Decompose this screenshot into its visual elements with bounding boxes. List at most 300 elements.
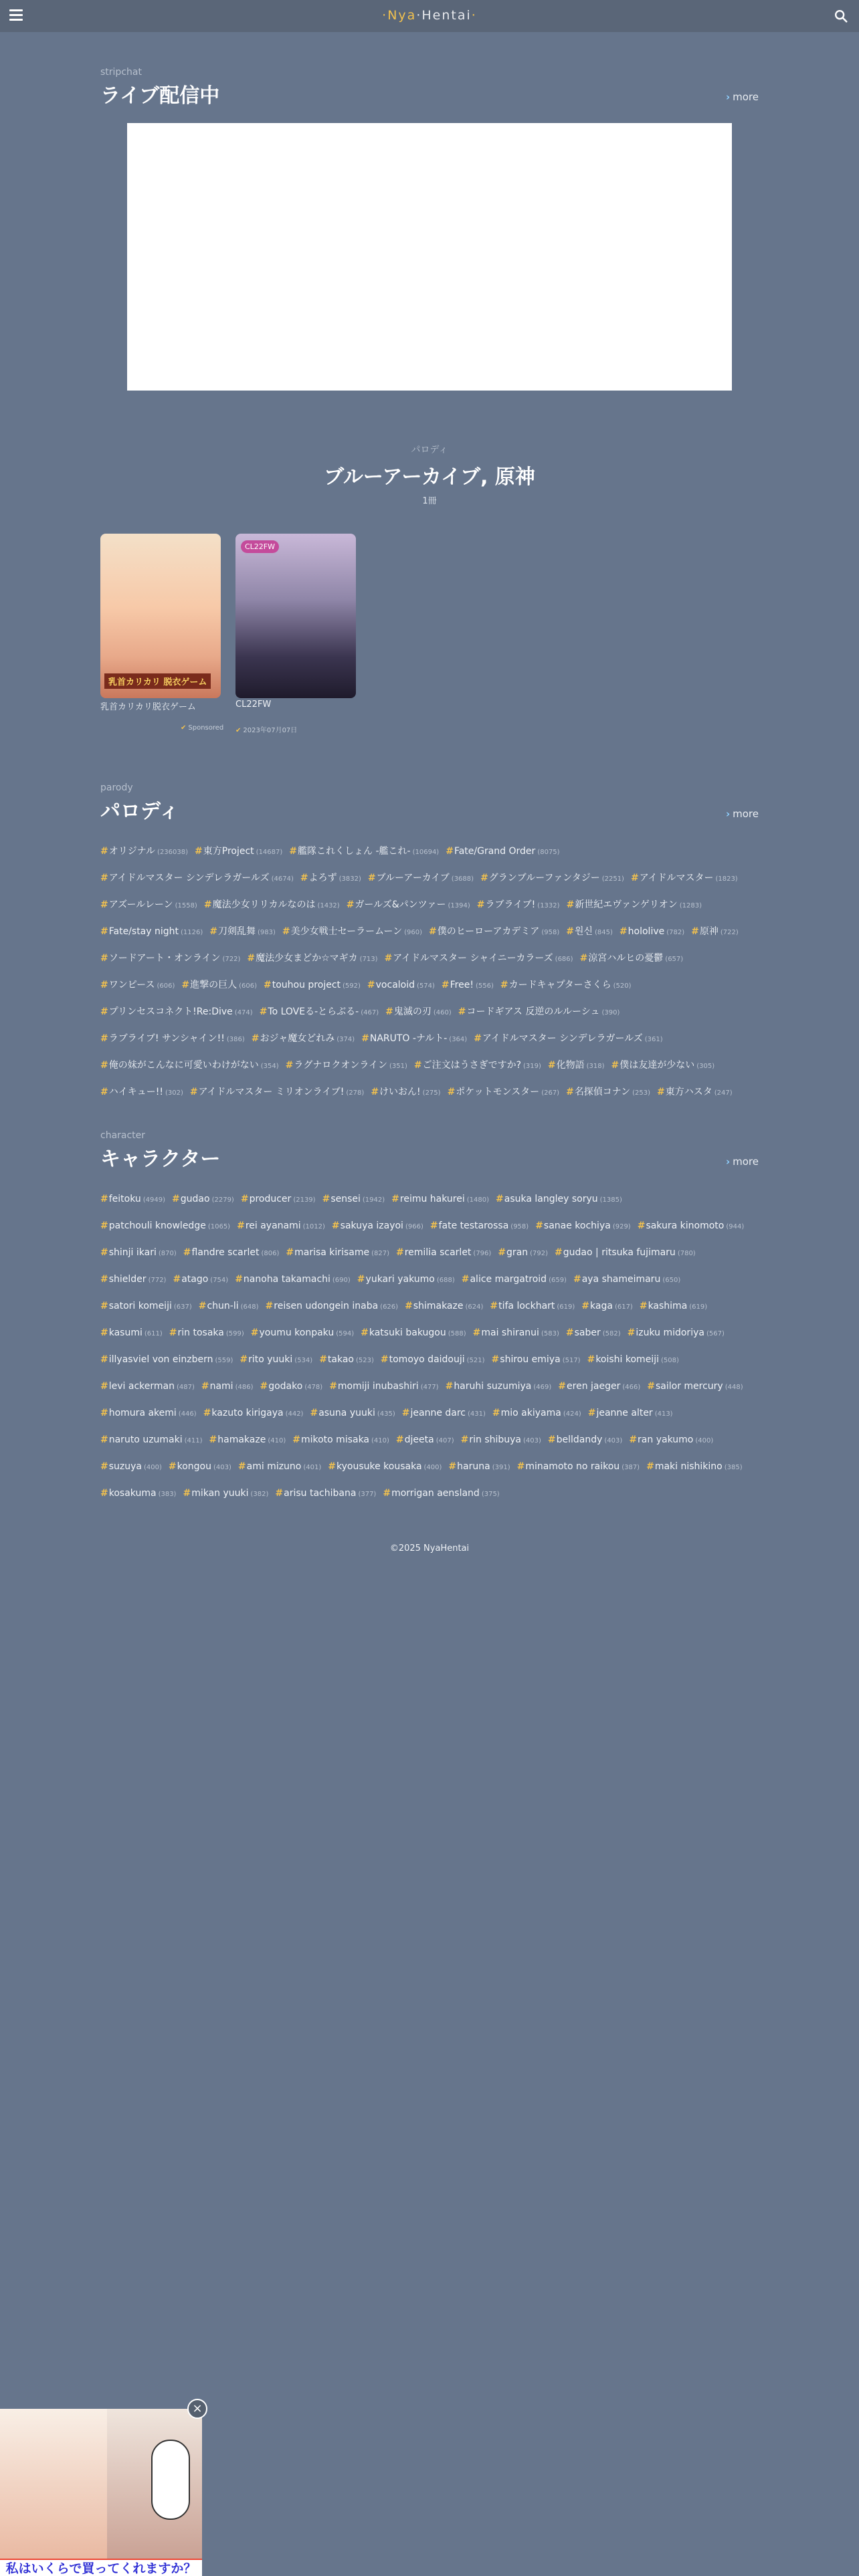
tag-link[interactable] — [100, 1454, 162, 1481]
hash-icon: # — [429, 926, 437, 937]
work-thumbnail[interactable] — [235, 534, 356, 698]
work-count: 1冊 — [422, 496, 437, 506]
tag-link[interactable] — [100, 1481, 176, 1507]
hash-icon: # — [189, 1087, 198, 1097]
hash-icon: # — [209, 1434, 217, 1445]
hash-icon: # — [587, 1408, 596, 1418]
logo-right: Hentai — [421, 8, 472, 23]
tag-count: (390) — [601, 1009, 620, 1016]
live-section — [100, 67, 759, 108]
hash-icon: # — [169, 1327, 177, 1338]
hash-icon: # — [555, 1247, 563, 1258]
tag-name: Free! — [450, 980, 474, 990]
hash-icon: # — [322, 1194, 330, 1204]
tag-link[interactable] — [100, 972, 175, 999]
hash-icon: # — [100, 1033, 108, 1044]
hash-icon: # — [183, 1488, 191, 1499]
tag-link[interactable] — [264, 972, 361, 999]
tag-link[interactable] — [100, 1293, 192, 1320]
tag-count: (8075) — [537, 849, 560, 856]
tag-name: 原神 — [699, 926, 719, 937]
hash-icon: # — [566, 899, 575, 910]
tag-link[interactable] — [646, 1454, 743, 1481]
tag-link[interactable] — [448, 1079, 560, 1106]
hash-icon: # — [401, 1408, 410, 1418]
tag-link[interactable] — [100, 1213, 230, 1240]
tag-link[interactable] — [492, 1347, 581, 1374]
hash-icon: # — [691, 926, 699, 937]
hash-icon: # — [547, 1060, 556, 1071]
tag-link[interactable] — [252, 1026, 355, 1053]
hash-icon: # — [405, 1301, 413, 1311]
tag-link[interactable] — [199, 1293, 259, 1320]
hash-icon: # — [100, 1220, 108, 1231]
tag-link[interactable] — [190, 1079, 364, 1106]
tag-link[interactable] — [203, 1400, 304, 1427]
tag-name: ワンピース — [108, 980, 155, 990]
tag-name: 魔法少女リリカルなのは — [212, 899, 316, 910]
tag-count: (567) — [706, 1330, 725, 1337]
tag-count: (319) — [523, 1063, 541, 1070]
parody-eyebrow: parody — [100, 782, 133, 793]
tag-link[interactable] — [657, 1079, 733, 1106]
tag-name: rin tosaka — [177, 1327, 224, 1338]
tag-count: (302) — [165, 1089, 183, 1097]
hash-icon: # — [367, 980, 375, 990]
search-icon[interactable] — [834, 9, 848, 23]
tag-link[interactable] — [611, 1053, 715, 1079]
tag-count: (10694) — [412, 849, 440, 856]
tag-link[interactable] — [396, 1427, 454, 1454]
tag-link[interactable] — [286, 1240, 389, 1267]
tag-link[interactable] — [289, 839, 439, 865]
tag-name: katsuki bakugou — [369, 1327, 446, 1338]
tag-link[interactable] — [462, 1267, 567, 1293]
tag-count: (1332) — [537, 902, 560, 909]
tag-link[interactable] — [329, 1374, 438, 1400]
tag-link[interactable] — [567, 892, 702, 919]
tag-count: (2251) — [601, 875, 624, 883]
hash-icon: # — [500, 980, 508, 990]
tag-link[interactable] — [500, 972, 632, 999]
hash-icon: # — [383, 1488, 391, 1499]
tag-name: sailor mercury — [655, 1381, 723, 1392]
tag-link[interactable] — [555, 1240, 696, 1267]
tag-link[interactable] — [385, 999, 452, 1026]
tag-name: ご注文はうさぎですか? — [422, 1060, 522, 1071]
tag-link[interactable] — [275, 1481, 376, 1507]
tag-link[interactable] — [381, 1347, 485, 1374]
tag-name: kashima — [648, 1301, 688, 1311]
tag-link[interactable] — [100, 1026, 245, 1053]
tag-link[interactable] — [448, 1454, 510, 1481]
tag-link[interactable] — [461, 1427, 541, 1454]
tag-link[interactable] — [498, 1240, 548, 1267]
tag-name: vocaloid — [375, 980, 415, 990]
hash-icon: # — [637, 1220, 646, 1231]
tag-name: koishi komeiji — [595, 1354, 659, 1365]
hash-icon: # — [100, 1354, 108, 1365]
tag-link[interactable] — [629, 1427, 713, 1454]
tag-count: (1065) — [207, 1223, 231, 1230]
hash-icon: # — [573, 1274, 581, 1285]
tag-name: ポケットモンスター — [456, 1087, 540, 1097]
tag-link[interactable] — [473, 1320, 559, 1347]
tag-link[interactable] — [383, 1481, 499, 1507]
work-eyebrow: パロディ — [411, 445, 448, 455]
tag-link[interactable] — [548, 1053, 605, 1079]
tag-name: asuna yuuki — [318, 1408, 375, 1418]
hash-icon: # — [361, 1327, 369, 1338]
tag-link[interactable] — [260, 999, 379, 1026]
tag-link[interactable] — [368, 865, 474, 892]
tag-count: (1942) — [362, 1196, 385, 1204]
tag-name: mikoto misaka — [300, 1434, 370, 1445]
tag-link[interactable] — [240, 1347, 312, 1374]
site-logo[interactable] — [0, 8, 859, 23]
parody-more-link[interactable] — [726, 808, 759, 820]
tag-link[interactable] — [247, 946, 377, 972]
tag-link[interactable] — [631, 865, 738, 892]
tag-link[interactable] — [588, 1400, 673, 1427]
hash-icon: # — [611, 1060, 619, 1071]
tag-link[interactable] — [691, 919, 739, 946]
tag-count: (650) — [662, 1277, 681, 1284]
tag-link[interactable] — [169, 1320, 244, 1347]
tag-link[interactable] — [332, 1213, 423, 1240]
hash-icon: # — [286, 1247, 294, 1258]
tag-name: ハイキュー!! — [108, 1087, 163, 1097]
work-card-title[interactable]: CL22FW — [235, 700, 272, 710]
tag-link[interactable] — [201, 1374, 254, 1400]
tag-link[interactable] — [286, 1053, 407, 1079]
hash-icon: # — [492, 1408, 500, 1418]
tag-link[interactable] — [100, 1267, 166, 1293]
tag-link[interactable] — [535, 1213, 631, 1240]
tag-link[interactable] — [442, 972, 494, 999]
tag-link[interactable] — [640, 1293, 707, 1320]
live-eyebrow: stripchat — [100, 67, 142, 78]
tag-link[interactable] — [429, 919, 559, 946]
tag-count: (966) — [405, 1223, 423, 1230]
tag-count: (606) — [157, 982, 175, 990]
tag-link[interactable] — [458, 999, 620, 1026]
tag-link[interactable] — [100, 892, 197, 919]
tag-link[interactable] — [173, 1267, 228, 1293]
hash-icon: # — [357, 1274, 365, 1285]
more-label: more — [733, 1156, 759, 1168]
work-title: ブルーアーカイブ, 原神 — [324, 465, 535, 489]
tag-name: kaga — [590, 1301, 613, 1311]
work-header — [0, 443, 859, 506]
work-card-title[interactable]: 乳首カリカリ脱衣ゲーム — [100, 702, 196, 712]
tag-link[interactable] — [100, 1427, 203, 1454]
tag-link[interactable] — [235, 1267, 351, 1293]
hash-icon: # — [460, 1434, 469, 1445]
tag-count: (523) — [356, 1357, 374, 1364]
tag-name: shirou emiya — [500, 1354, 561, 1365]
tag-link[interactable] — [391, 1186, 489, 1213]
hash-icon: # — [100, 899, 108, 910]
tag-name: オリジナル — [108, 846, 156, 857]
tag-link[interactable] — [490, 1293, 575, 1320]
hash-icon: # — [384, 953, 393, 964]
tag-link[interactable] — [238, 1454, 321, 1481]
tag-name: saber — [574, 1327, 601, 1338]
hash-icon: # — [547, 1434, 556, 1445]
tag-link[interactable] — [619, 919, 684, 946]
tag-link[interactable] — [328, 1454, 442, 1481]
tag-link[interactable] — [183, 1481, 268, 1507]
tag-link[interactable] — [361, 1026, 467, 1053]
tag-link[interactable] — [492, 1400, 581, 1427]
hash-icon: # — [367, 873, 376, 883]
tag-link[interactable] — [430, 1213, 529, 1240]
tag-name: haruna — [457, 1461, 490, 1472]
tag-link[interactable] — [100, 1400, 197, 1427]
tag-link[interactable] — [566, 1079, 650, 1106]
tag-link[interactable] — [566, 919, 613, 946]
hash-icon: # — [100, 1194, 108, 1204]
hash-icon: # — [285, 1060, 294, 1071]
tag-link[interactable] — [548, 1427, 622, 1454]
tag-count: (469) — [533, 1384, 552, 1391]
tag-count: (375) — [481, 1491, 500, 1498]
character-section — [100, 1130, 759, 1507]
hash-icon: # — [639, 1301, 648, 1311]
tag-link[interactable] — [414, 1053, 541, 1079]
tag-count: (657) — [665, 956, 684, 963]
tag-link[interactable] — [100, 999, 253, 1026]
hash-icon: # — [328, 1461, 336, 1472]
tag-name: jeanne darc — [410, 1408, 466, 1418]
hash-icon: # — [251, 1033, 260, 1044]
hash-icon: # — [395, 1434, 404, 1445]
tag-name: 名探偵コナン — [574, 1087, 631, 1097]
tag-link[interactable] — [367, 972, 435, 999]
tag-count: (247) — [714, 1089, 733, 1097]
tag-link[interactable] — [100, 1240, 177, 1267]
tag-name: tifa lockhart — [498, 1301, 555, 1311]
tag-link[interactable] — [385, 946, 573, 972]
tag-link[interactable] — [474, 1026, 662, 1053]
tag-name: 化物語 — [556, 1060, 585, 1071]
hash-icon: # — [385, 1006, 393, 1017]
tag-link[interactable] — [195, 839, 282, 865]
hash-icon: # — [558, 1381, 567, 1392]
tag-link[interactable] — [402, 1400, 486, 1427]
tag-count: (478) — [304, 1384, 323, 1391]
tag-link[interactable] — [181, 972, 257, 999]
work-card[interactable] — [100, 534, 221, 712]
tag-link[interactable] — [100, 839, 188, 865]
tag-link[interactable] — [282, 919, 422, 946]
tag-link[interactable] — [100, 919, 203, 946]
tag-name: atago — [181, 1274, 209, 1285]
hash-icon: # — [100, 1408, 108, 1418]
tag-name: アイドルマスター シャイニーカラーズ — [393, 953, 553, 964]
tag-link[interactable] — [241, 1186, 316, 1213]
tag-count: (606) — [239, 982, 257, 990]
more-label: more — [733, 808, 759, 820]
tag-link[interactable] — [266, 1293, 399, 1320]
tag-name: 美少女戦士セーラームーン — [290, 926, 403, 937]
tag-link[interactable] — [100, 1374, 195, 1400]
tag-count: (351) — [389, 1063, 407, 1070]
tag-link[interactable] — [628, 1320, 725, 1347]
tag-link[interactable] — [580, 946, 684, 972]
hash-icon: # — [292, 1434, 300, 1445]
tag-count: (520) — [613, 982, 632, 990]
tag-link[interactable] — [183, 1240, 280, 1267]
tag-count: (780) — [677, 1250, 696, 1257]
hash-icon: # — [446, 846, 454, 857]
tag-link[interactable] — [319, 1347, 374, 1374]
tag-name: maki nishikino — [654, 1461, 723, 1472]
hash-icon: # — [259, 1006, 268, 1017]
tag-name: アイドルマスター — [639, 873, 714, 883]
tag-link[interactable] — [357, 1267, 455, 1293]
tag-count: (410) — [371, 1437, 389, 1444]
hash-icon: # — [209, 926, 218, 937]
tag-count: (1385) — [599, 1196, 622, 1204]
tag-link[interactable] — [361, 1320, 466, 1347]
tag-name: ラブライブ! サンシャイン!! — [108, 1033, 225, 1044]
tag-name: patchouli knowledge — [108, 1220, 206, 1231]
tag-link[interactable] — [477, 892, 560, 919]
tag-link[interactable] — [446, 839, 559, 865]
logo-dot: · — [471, 8, 477, 23]
tag-link[interactable] — [587, 1347, 679, 1374]
hash-icon: # — [100, 1301, 108, 1311]
hash-icon: # — [100, 1006, 108, 1017]
hash-icon: # — [168, 1461, 177, 1472]
ad-image-left — [0, 2409, 107, 2560]
tag-name: 鬼滅の刃 — [393, 1006, 432, 1017]
tag-count: (383) — [158, 1491, 177, 1498]
hash-icon: # — [100, 1434, 108, 1445]
tag-name: 進撃の巨人 — [190, 980, 237, 990]
hash-icon: # — [237, 1220, 245, 1231]
tag-link[interactable] — [405, 1293, 483, 1320]
tag-link[interactable] — [322, 1186, 385, 1213]
tag-count: (1012) — [302, 1223, 325, 1230]
tag-name: 涼宮ハルヒの憂鬱 — [588, 953, 664, 964]
tag-link[interactable] — [638, 1213, 745, 1240]
hash-icon: # — [441, 980, 450, 990]
tag-name: mai shiranui — [481, 1327, 539, 1338]
tag-name: rito yuuki — [248, 1354, 293, 1365]
tag-link[interactable] — [558, 1374, 640, 1400]
tag-link[interactable] — [251, 1320, 354, 1347]
hash-icon: # — [203, 899, 212, 910]
hash-icon: # — [247, 953, 256, 964]
hash-icon: # — [461, 1274, 470, 1285]
tag-link[interactable] — [209, 919, 276, 946]
close-icon[interactable]: × — [187, 2399, 207, 2419]
tag-count: (958) — [541, 929, 560, 936]
logo-dot: · — [416, 8, 422, 23]
tag-link[interactable] — [260, 1374, 322, 1400]
tag-name: sanae kochiya — [543, 1220, 611, 1231]
tag-link[interactable] — [300, 865, 361, 892]
hash-icon: # — [565, 1327, 574, 1338]
tag-name: jeanne alter — [596, 1408, 653, 1418]
tag-link[interactable] — [371, 1079, 440, 1106]
tag-link[interactable] — [292, 1427, 389, 1454]
tag-count: (845) — [595, 929, 613, 936]
tag-link[interactable] — [209, 1427, 286, 1454]
tag-name: 刀剣乱舞 — [218, 926, 256, 937]
top-bar — [0, 0, 859, 32]
tag-count: (253) — [632, 1089, 651, 1097]
tag-link[interactable] — [647, 1374, 743, 1400]
tag-link[interactable] — [100, 1320, 163, 1347]
tag-count: (442) — [285, 1410, 304, 1418]
tag-name: rin shibuya — [469, 1434, 521, 1445]
check-icon: ✔ — [235, 727, 242, 734]
tag-count: (410) — [268, 1437, 286, 1444]
logo-left: Nya — [387, 8, 417, 23]
tag-link[interactable] — [100, 946, 240, 972]
tag-link[interactable] — [581, 1293, 633, 1320]
tag-name: ラグナロクオンライン — [294, 1060, 387, 1071]
work-card[interactable] — [235, 534, 356, 710]
tag-link[interactable] — [573, 1267, 680, 1293]
tag-link[interactable] — [566, 1320, 621, 1347]
tag-count: (722) — [720, 929, 739, 936]
tag-link[interactable] — [172, 1186, 234, 1213]
tag-count: (2279) — [211, 1196, 234, 1204]
character-more-link[interactable] — [726, 1156, 759, 1168]
tag-link[interactable] — [496, 1186, 622, 1213]
tag-name: illyasviel von einzbern — [108, 1354, 213, 1365]
tag-link[interactable] — [517, 1454, 640, 1481]
tag-name: levi ackerman — [108, 1381, 175, 1392]
tag-count: (534) — [294, 1357, 313, 1364]
sponsored-text: Sponsored — [188, 724, 224, 732]
live-stream-frame[interactable] — [127, 123, 732, 391]
tag-name: asuka langley soryu — [504, 1194, 598, 1204]
tag-link[interactable] — [169, 1454, 231, 1481]
tag-link[interactable] — [237, 1213, 325, 1240]
tag-link[interactable] — [100, 865, 294, 892]
tag-link[interactable] — [100, 1186, 165, 1213]
tag-link[interactable] — [100, 1053, 279, 1079]
hash-icon: # — [173, 1274, 181, 1285]
tag-count: (624) — [465, 1303, 484, 1311]
ad-banner[interactable] — [0, 2409, 202, 2576]
tag-link[interactable] — [100, 1347, 233, 1374]
tag-link[interactable] — [480, 865, 624, 892]
tag-link[interactable] — [446, 1374, 552, 1400]
hash-icon: # — [235, 1274, 243, 1285]
tag-count: (413) — [654, 1410, 673, 1418]
tag-link[interactable] — [347, 892, 470, 919]
tag-link[interactable] — [396, 1240, 491, 1267]
tag-name: alice margatroid — [470, 1274, 547, 1285]
work-thumbnail[interactable] — [100, 534, 221, 698]
tag-name: sakura kinomoto — [646, 1220, 725, 1231]
tag-link[interactable] — [100, 1079, 183, 1106]
tag-link[interactable] — [310, 1400, 395, 1427]
tag-name: mikan yuuki — [191, 1488, 249, 1499]
hash-icon: # — [472, 1327, 481, 1338]
hash-icon: # — [260, 1381, 268, 1392]
ad-caption: 私はいくらで買ってくれますか？ — [0, 2559, 202, 2576]
tag-link[interactable] — [204, 892, 340, 919]
live-more-link[interactable] — [726, 91, 759, 103]
